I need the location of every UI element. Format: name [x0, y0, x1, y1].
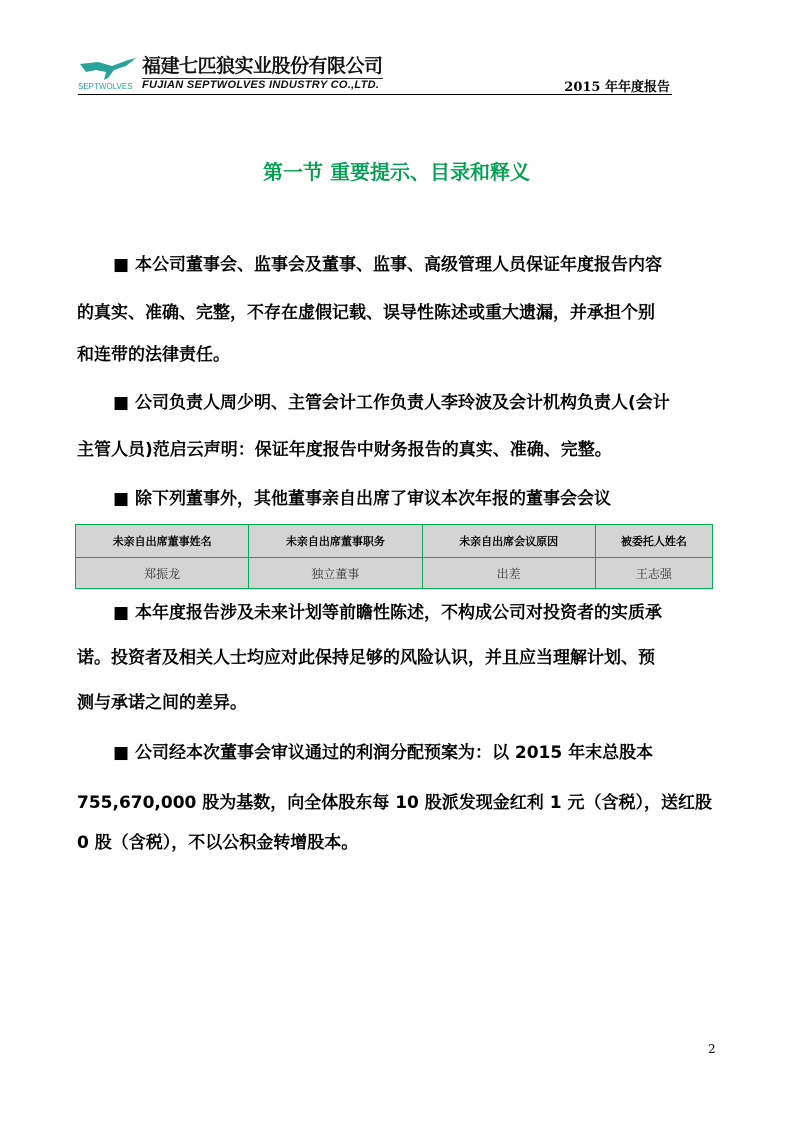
column-header: 未亲自出席董事职务 [249, 525, 422, 558]
text-line: 测与承诺之间的差异。 [77, 693, 247, 713]
table-cell: 出差 [422, 558, 595, 589]
text-line: 主管人员)范启云声明：保证年度报告中财务报告的真实、准确、完整。 [77, 440, 612, 460]
company-name-en: FUJIAN SEPTWOLVES INDUSTRY CO.,LTD. [142, 79, 380, 91]
brand-name: SEPTWOLVES [78, 82, 133, 91]
wolf-logo-icon [78, 56, 138, 82]
company-name-cn: 福建七匹狼实业股份有限公司 [142, 55, 383, 77]
table-cell: 王志强 [595, 558, 712, 589]
text-line: ■ 公司负责人周少明、主管会计工作负责人李玲波及会计机构负责人(会计 [113, 393, 670, 413]
report-title: 2015 年年度报告 [564, 80, 670, 95]
absent-directors-table [75, 524, 713, 589]
section-title: 第一节 重要提示、目录和释义 [263, 160, 530, 184]
column-header: 被委托人姓名 [595, 525, 712, 558]
table-cell: 郑振龙 [76, 558, 249, 589]
text-line: 诺。投资者及相关人士均应对此保持足够的风险认识，并且应当理解计划、预 [77, 648, 655, 668]
text-line: ■ 本年度报告涉及未来计划等前瞻性陈述，不构成公司对投资者的实质承 [113, 603, 662, 623]
column-header: 未亲自出席会议原因 [422, 525, 595, 558]
page-header [78, 52, 672, 95]
page-number: 2 [708, 1042, 716, 1056]
table-cell: 独立董事 [249, 558, 422, 589]
text-line: 的真实、准确、完整，不存在虚假记载、误导性陈述或重大遗漏，并承担个别 [77, 303, 655, 323]
text-line: ■ 公司经本次董事会审议通过的利润分配预案为：以 2015 年末总股本 [113, 743, 654, 763]
text-line: ■ 除下列董事外，其他董事亲自出席了审议本次年报的董事会会议 [113, 489, 611, 509]
text-line: 和连带的法律责任。 [77, 345, 230, 365]
text-line: ■ 本公司董事会、监事会及董事、监事、高级管理人员保证年度报告内容 [113, 255, 662, 275]
table-row [76, 558, 713, 589]
text-line: 755,670,000 股为基数，向全体股东每 10 股派发现金红利 1 元（含税），送红股 [77, 793, 712, 813]
text-line: 0 股（含税），不以公积金转增股本。 [77, 833, 359, 853]
table-header-row [76, 525, 713, 558]
column-header: 未亲自出席董事姓名 [76, 525, 249, 558]
